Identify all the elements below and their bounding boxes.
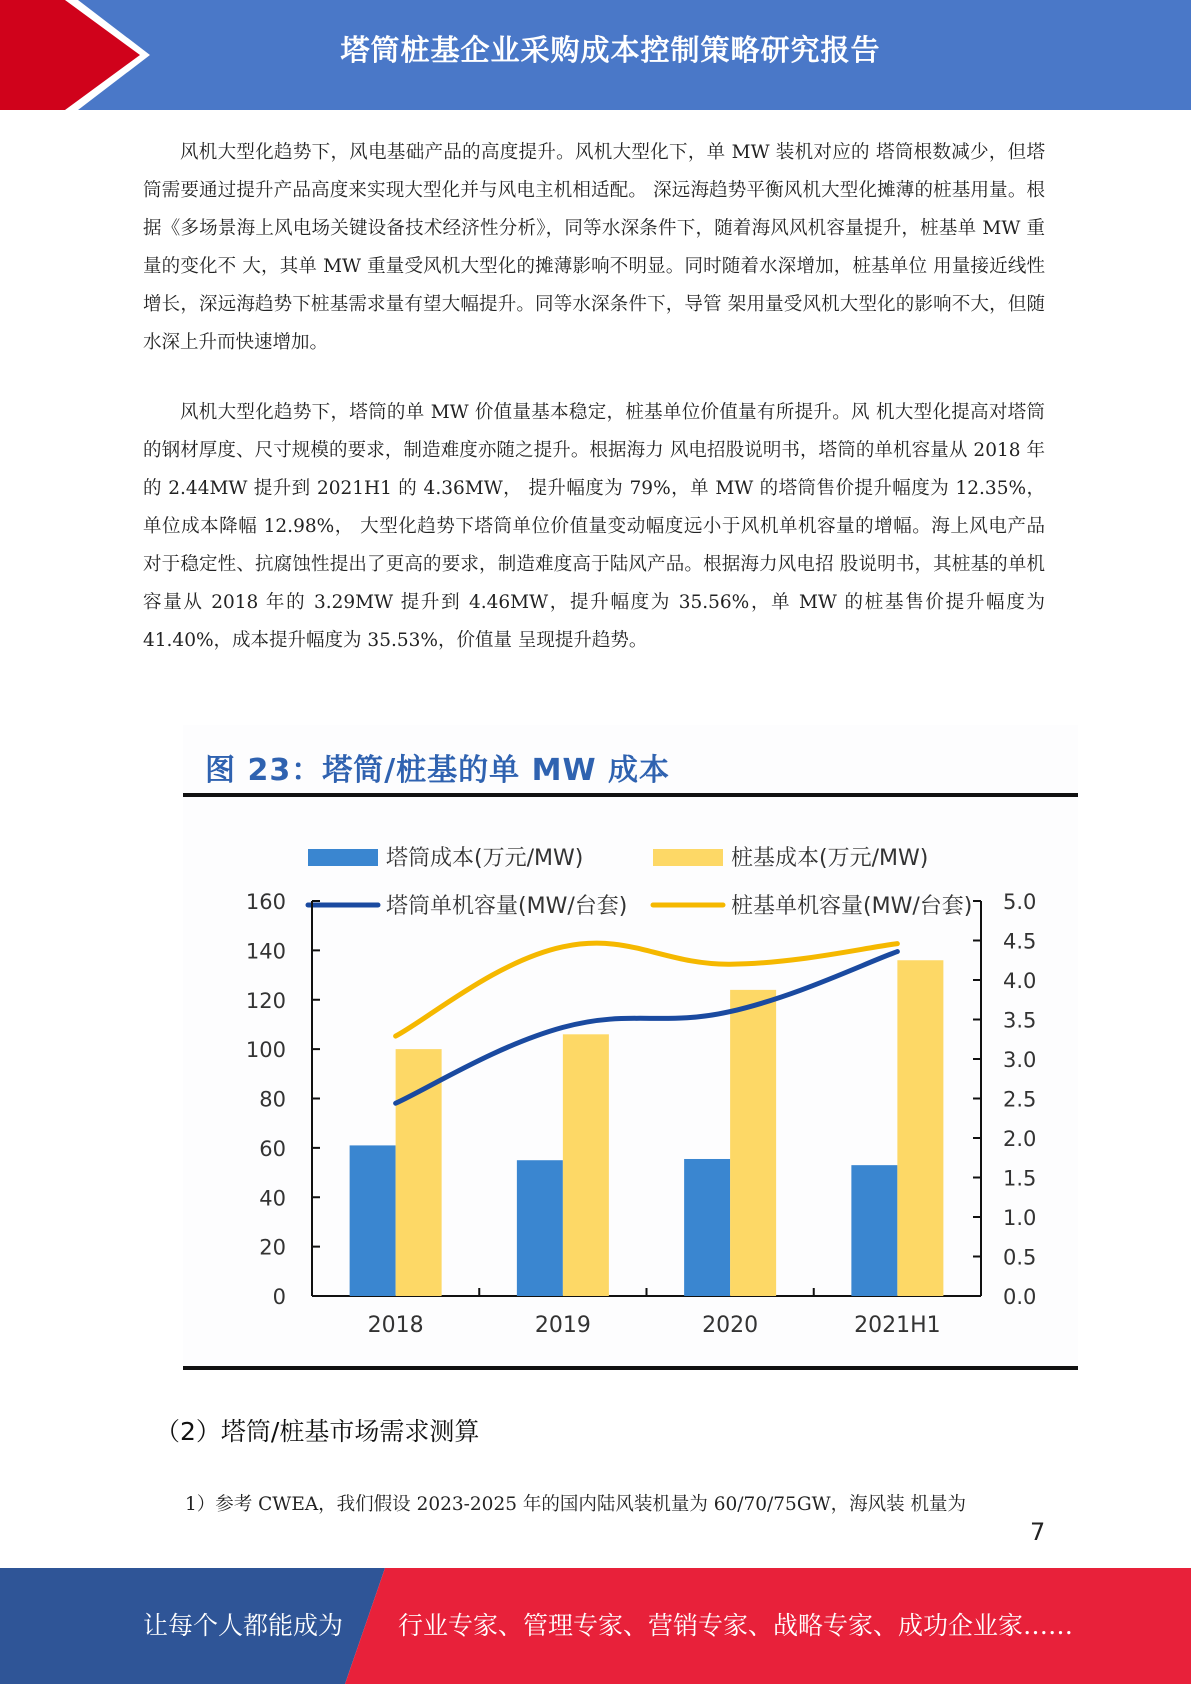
- bar-tower-2018: [350, 1145, 396, 1296]
- bar-pile-2020: [730, 990, 776, 1296]
- y-right-tick-label: 1.5: [1003, 1166, 1037, 1191]
- bar-tower-2019: [517, 1160, 563, 1296]
- figure-bottom-rule: [183, 1366, 1078, 1370]
- bar-tower-2020: [684, 1159, 730, 1296]
- bar-pile-2019: [563, 1034, 609, 1296]
- footer-slogan-left: 让每个人都能成为: [143, 1611, 344, 1640]
- figure-23: [183, 725, 1078, 1370]
- y-right-tick-label: 2.0: [1003, 1127, 1037, 1151]
- body-paragraph-1: [143, 134, 1045, 362]
- y-left-tick-label: 120: [245, 988, 286, 1013]
- y-right-tick-label: 3.0: [1003, 1048, 1037, 1072]
- x-tick-label: 2018: [367, 1313, 424, 1338]
- y-right-tick-label: 5.0: [1003, 890, 1037, 914]
- y-left-tick-label: 40: [259, 1186, 286, 1211]
- y-left-tick-label: 0: [272, 1285, 286, 1309]
- y-right-tick-label: 3.5: [1003, 1008, 1037, 1033]
- x-tick-label: 2021H1: [854, 1313, 941, 1338]
- page-number: 7: [1030, 1518, 1046, 1546]
- legend-label-2: 塔筒单机容量(MW/台套): [386, 894, 628, 919]
- bar-pile-2021H1: [897, 960, 943, 1296]
- y-right-tick-label: 4.0: [1003, 969, 1037, 993]
- legend-swatch-1: [653, 849, 723, 866]
- legend-label-3: 桩基单机容量(MW/台套): [731, 894, 973, 919]
- y-left-tick-label: 100: [245, 1038, 286, 1063]
- line-tower-capacity: [396, 952, 898, 1104]
- y-right-tick-label: 1.0: [1003, 1206, 1037, 1230]
- page-header: [0, 0, 1191, 110]
- paragraph-text: 风机大型化趋势下，风电基础产品的高度提升。风机大型化下，单 MW 装机对应的 塔筒根数减少，但塔筒需要通过提升产品高度来实现大型化并与风电主机相适配。 深远海趋势平衡风机大型化摊薄的桩基用量。根据《多场景海上风电场关键设备技术经济性分析》，同等水深条件下，随着海风风机容量提升，桩基单 MW 重量的变化不 大，其单 MW 重量受风机大型化的摊薄影响不明显。同时随着水深增加，桩基单位 用量接近线性增长，深远海趋势下桩基需求量有望大幅提升。同等水深条件下，导管 架用量受风机大型化的影响不大，但随水深上升而快速增加。: [143, 142, 1045, 353]
- y-left-tick-label: 160: [245, 890, 286, 914]
- line-pile-capacity: [396, 943, 898, 1036]
- chart: [183, 797, 1078, 1366]
- y-left-tick-label: 60: [259, 1136, 286, 1161]
- footer-slogan-right: 行业专家、管理专家、营销专家、战略专家、成功企业家……: [398, 1611, 1074, 1640]
- y-left-tick-label: 80: [259, 1087, 286, 1112]
- y-right-tick-label: 4.5: [1003, 929, 1037, 954]
- page-footer: [0, 1568, 1191, 1684]
- x-tick-label: 2020: [702, 1313, 759, 1338]
- y-left-tick-label: 20: [259, 1235, 286, 1260]
- page-header-title: 塔筒桩基企业采购成本控制策略研究报告: [340, 33, 881, 67]
- y-right-tick-label: 0.5: [1003, 1245, 1037, 1270]
- section-heading: （2）塔筒/桩基市场需求测算: [155, 1417, 480, 1446]
- legend-swatch-0: [308, 849, 378, 866]
- figure-title: 图 23：塔筒/桩基的单 MW 成本: [205, 753, 670, 788]
- bar-pile-2018: [396, 1049, 442, 1296]
- y-right-tick-label: 2.5: [1003, 1087, 1037, 1112]
- body-paragraph-3: 1）参考 CWEA，我们假设 2023-2025 年的国内陆风装机量为 60/70/75GW，海风装 机量为: [185, 1494, 967, 1515]
- paragraph-text: 风机大型化趋势下，塔筒的单 MW 价值量基本稳定，桩基单位价值量有所提升。风 机大型化提高对塔筒的钢材厚度、尺寸规模的要求，制造难度亦随之提升。根据海力 风电招股说明书，塔筒的单机容量从 2018 年的 2.44MW 提升到 2021H1 的 4.36MW， 提升幅度为 79%，单 MW 的塔筒售价提升幅度为 12.35%，单位成本降幅 12.98%， 大型化趋势下塔筒单位价值量变动幅度远小于风机单机容量的增幅。海上风电产品 对于稳定性、抗腐蚀性提出了更高的要求，制造难度高于陆风产品。根据海力风电招 股说明书，其桩基的单机容量从 2018 年的 3.29MW 提升到 4.46MW，提升幅度为 35.56%，单 MW 的桩基售价提升幅度为 41.40%，成本提升幅度为 35.53%，价值量 呈现提升趋势。: [143, 402, 1045, 651]
- y-right-tick-label: 0.0: [1003, 1285, 1037, 1309]
- legend-label-1: 桩基成本(万元/MW): [731, 846, 929, 871]
- x-tick-label: 2019: [534, 1313, 591, 1338]
- legend-label-0: 塔筒成本(万元/MW): [386, 846, 584, 871]
- bar-tower-2021H1: [851, 1165, 897, 1296]
- y-left-tick-label: 140: [245, 939, 286, 964]
- body-paragraph-2: [143, 394, 1045, 660]
